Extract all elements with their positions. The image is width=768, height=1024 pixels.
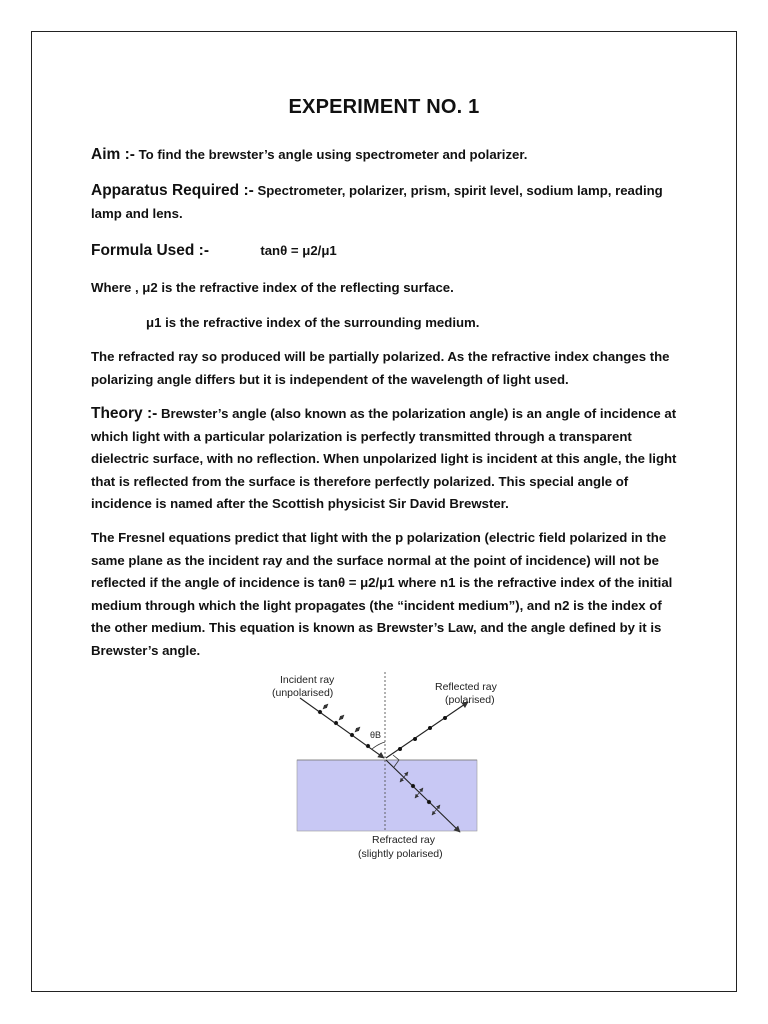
reflected-label-2: (polarised) [445, 694, 495, 706]
aim-text: To find the brewster’s angle using spectrometer and polarizer. [138, 147, 528, 162]
angle-label: θB [370, 730, 382, 740]
incident-ray [300, 698, 384, 758]
refracted-paragraph: The refracted ray so produced will be partially polarized. As the refractive index changes the polarizing angle differs but it is independent of the wavelength of light used. [91, 349, 670, 387]
fresnel-paragraph: The Fresnel equations predict that light with the p polarization (electric field polarized in the same plane as the incident ray and the surface normal at the point of incidence) will not be reflected if the angle of incidence is tanθ = μ2/μ1 where n1 is the refractive index of the initial medium through which the light propagates (the “incident medium”), and n2 is the index of the other medium. This equation is known as Brewster’s Law, and the angle defined by it is Brewster’s angle. [91, 530, 673, 658]
brewster-diagram-svg [272, 672, 497, 867]
medium-region [297, 760, 477, 831]
formula-section [91, 240, 681, 263]
refracted-label-1: Refracted ray [372, 834, 436, 846]
apparatus-text: Spectrometer, polarizer, prism, spirit level, sodium lamp, reading lamp and lens. [91, 183, 663, 221]
theory-text: Brewster’s angle (also known as the polarization angle) is an angle of incidence at which light with a particular polarization is perfectly transmitted through a transparent dielectric surface, with no reflection. When unpolarized light is incident at this angle, the light that is reflected from the surface is therefore perfectly polarized. This special angle of incidence is named after the Scottish physicist Sir David Brewster. [91, 406, 677, 511]
apparatus-label: Apparatus Required :- [91, 182, 254, 199]
page-title: EXPERIMENT NO. 1 [288, 96, 480, 118]
where-line-2: μ1 is the refractive index of the surrounding medium. [146, 315, 480, 330]
reflected-label-1: Reflected ray [435, 681, 497, 693]
where-line-1: Where , μ2 is the refractive index of the reflecting surface. [91, 280, 454, 295]
theory-section [91, 403, 681, 516]
apparatus-section [91, 180, 681, 225]
brewster-diagram [272, 672, 497, 872]
aim-label: Aim :- [91, 146, 135, 163]
angle-arc [372, 742, 385, 749]
aim-section [91, 144, 681, 167]
incident-label-2: (unpolarised) [272, 687, 334, 699]
refracted-label-2: (slightly polarised) [358, 848, 443, 860]
incident-label-1: Incident ray [280, 674, 335, 686]
formula-text: tanθ = μ2/μ1 [260, 243, 337, 258]
theory-label: Theory :- [91, 405, 158, 422]
incident-polarisation-marks [318, 704, 370, 748]
formula-label: Formula Used :- [91, 242, 209, 259]
